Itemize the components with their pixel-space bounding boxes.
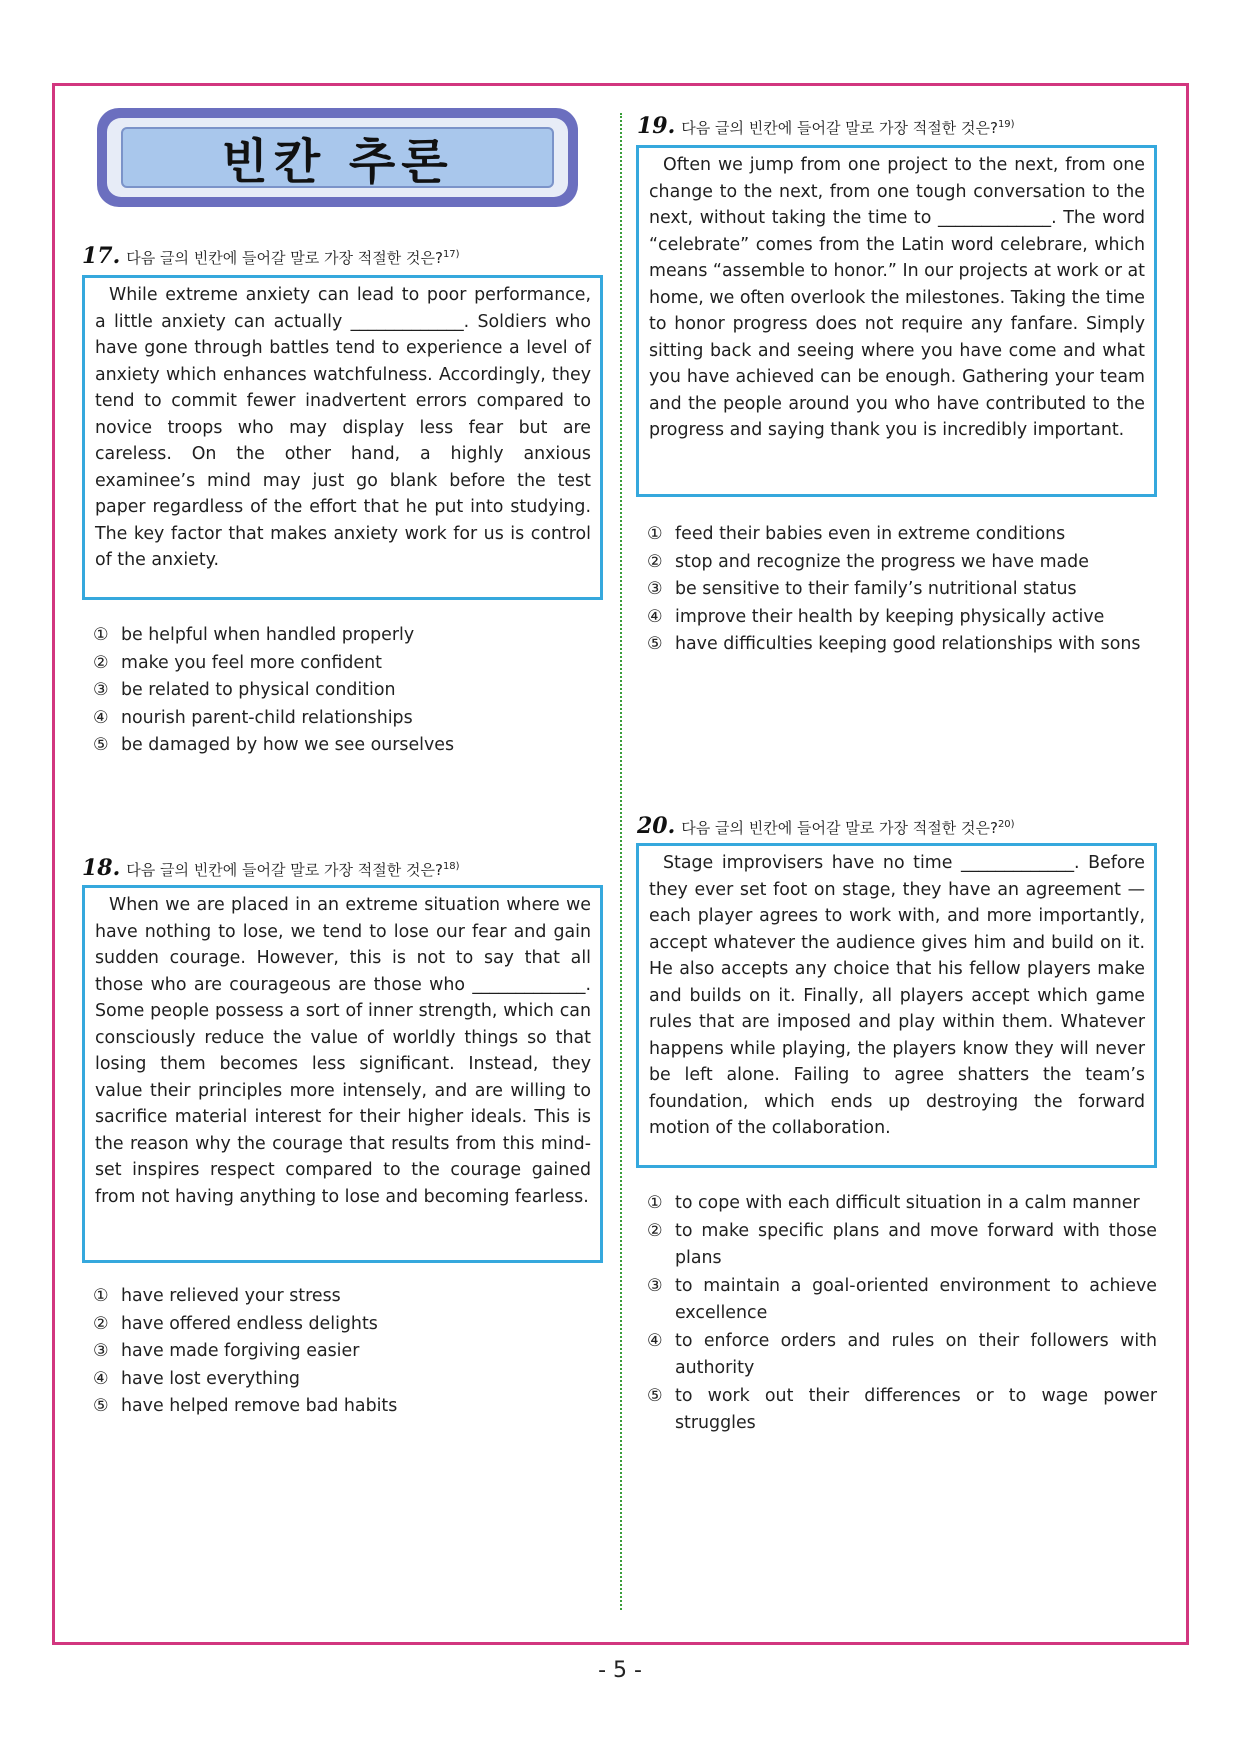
choice-marker: ④ [647,1330,663,1351]
column-divider [620,113,622,1610]
choice-text: to maintain a goal-oriented environment to achieve excellence [675,1275,1157,1323]
choice-text: be damaged by how we see ourselves [121,735,455,755]
question-prompt: 다음 글의 빈칸에 들어갈 말로 가장 적절한 것은? [681,819,998,837]
choice-item[interactable] [93,705,603,733]
choice-list [93,1283,603,1421]
section-title-banner [97,108,578,207]
choice-item[interactable] [647,604,1157,632]
choice-text: to enforce orders and rules on their followers with authority [675,1330,1157,1378]
question-number: 19. [637,113,676,139]
choice-item[interactable] [647,1273,1157,1328]
choice-text: be related to physical condition [121,680,396,700]
choice-text: to work out their differences or to wage power struggles [675,1385,1157,1433]
footnote-ref: 19) [997,119,1015,130]
choice-marker: ④ [93,707,109,728]
footnote-ref: 20) [997,819,1015,830]
choice-marker: ④ [93,1368,109,1389]
question-number: 18. [82,855,121,881]
question-prompt: 다음 글의 빈칸에 들어갈 말로 가장 적절한 것은? [681,119,998,137]
choice-marker: ① [93,1286,109,1306]
choice-text: have made forgiving easier [121,1341,360,1361]
question-header [82,243,460,269]
choice-marker: ② [93,1313,109,1334]
choice-item[interactable] [647,1328,1157,1383]
choice-text: nourish parent-child relationships [121,707,413,728]
choice-marker: ⑤ [93,1396,109,1416]
choice-marker: ② [647,551,663,572]
choice-marker: ③ [93,1341,109,1361]
choice-marker: ③ [93,680,109,700]
question-header [82,855,460,881]
passage-text: While extreme anxiety can lead to poor performance, a little anxiety can actually _____________. Soldiers who have gone through battles tend to experience a level of anxiety which enhances watchfulness. Accordingly, they tend to commit fewer inadvertent errors compared to novice troops who may display less fear but are careless. On the other hand, a highly anxious examinee’s mind may just go blank before the test paper regardless of the effort that he put into studying. The key factor that makes anxiety work for us is control of the anxiety. [95,285,591,570]
choice-item[interactable] [647,521,1157,549]
choice-item[interactable] [647,576,1157,604]
passage-box [82,275,603,600]
choice-item[interactable] [93,622,603,650]
choice-marker: ③ [647,579,663,599]
choice-list [647,1190,1157,1438]
choice-item[interactable] [647,1383,1157,1438]
question-number: 20. [637,813,676,839]
choice-marker: ① [647,1193,663,1213]
choice-text: to cope with each difficult situation in a calm manner [675,1193,1140,1213]
choice-item[interactable] [93,1311,603,1339]
passage-text: When we are placed in an extreme situation where we have nothing to lose, we tend to lose our fear and gain sudden courage. However, this is not to say that all those who are courageous are those who _____________. Some people possess a sort of inner strength, which can consciously reduce the value of worldly things so that losing them becomes less significant. Instead, they value their principles more intensely, and are willing to sacrifice material interest for their higher ideals. This is the reason why the courage that results from this mind-set inspires respect compared to the courage gained from not having anything to lose and becoming fearless. [95,895,591,1207]
question-header [637,813,1015,839]
choice-marker: ⑤ [647,1385,663,1406]
choice-list [647,521,1157,659]
choice-marker: ⑤ [93,735,109,755]
choice-text: have lost everything [121,1368,300,1389]
choice-item[interactable] [93,732,603,760]
choice-item[interactable] [93,1283,603,1311]
choice-item[interactable] [93,1366,603,1394]
choice-text: have difficulties keeping good relationships with sons [675,634,1141,654]
section-title: 빈칸 추론 [121,127,554,188]
choice-text: be helpful when handled properly [121,625,415,645]
question-header [637,113,1015,139]
choice-marker: ③ [647,1275,663,1296]
passage-text: Stage improvisers have no time _____________. Before they ever set foot on stage, they have an agreement — each player agrees to work with, and more importantly, accept whatever the audience gives him and build on it. He also accepts any choice that his fellow players make and builds on it. Finally, all players accept which game rules that are imposed and play within them. Whatever happens while playing, the players know they will never be left alone. Failing to agree shatters the team’s foundation, which ends up destroying the forward motion of the collaboration. [649,853,1145,1138]
choice-item[interactable] [647,631,1157,659]
passage-box [82,885,603,1263]
choice-text: be sensitive to their family’s nutritional status [675,579,1077,599]
footnote-ref: 18) [442,861,460,872]
choice-text: have offered endless delights [121,1313,378,1334]
choice-text: have helped remove bad habits [121,1396,398,1416]
passage-text: Often we jump from one project to the next, from one change to the next, from one tough conversation to the next, without taking the time to _____________. The word “celebrate” comes from the Latin word celebrare, which means “assemble to honor.” In our projects at work or at home, we often overlook the milestones. Taking the time to honor progress does not require any fanfare. Simply sitting back and seeing where you have come and what you have achieved can be enough. Gathering your team and the people around you who have contributed to the progress and saying thank you is incredibly important. [649,155,1145,440]
choice-text: stop and recognize the progress we have made [675,551,1089,572]
choice-marker: ② [647,1220,663,1241]
question-prompt: 다음 글의 빈칸에 들어갈 말로 가장 적절한 것은? [126,249,443,267]
choice-marker: ② [93,652,109,673]
passage-box [636,145,1157,497]
choice-item[interactable] [647,1190,1157,1218]
choice-text: make you feel more confident [121,652,382,673]
choice-marker: ① [647,524,663,544]
choice-item[interactable] [93,1393,603,1421]
choice-marker: ⑤ [647,634,663,654]
choice-item[interactable] [93,1338,603,1366]
page-number: - 5 - [598,1658,642,1683]
choice-item[interactable] [93,650,603,678]
question-number: 17. [82,243,121,269]
choice-item[interactable] [93,677,603,705]
choice-text: feed their babies even in extreme conditions [675,524,1066,544]
choice-marker: ① [93,625,109,645]
footnote-ref: 17) [442,249,460,260]
choice-text: to make specific plans and move forward with those plans [675,1220,1157,1268]
passage-box [636,843,1157,1168]
choice-item[interactable] [647,549,1157,577]
choice-item[interactable] [647,1218,1157,1273]
question-prompt: 다음 글의 빈칸에 들어갈 말로 가장 적절한 것은? [126,861,443,879]
choice-text: have relieved your stress [121,1286,341,1306]
choice-text: improve their health by keeping physically active [675,606,1105,627]
choice-list [93,622,603,760]
choice-marker: ④ [647,606,663,627]
